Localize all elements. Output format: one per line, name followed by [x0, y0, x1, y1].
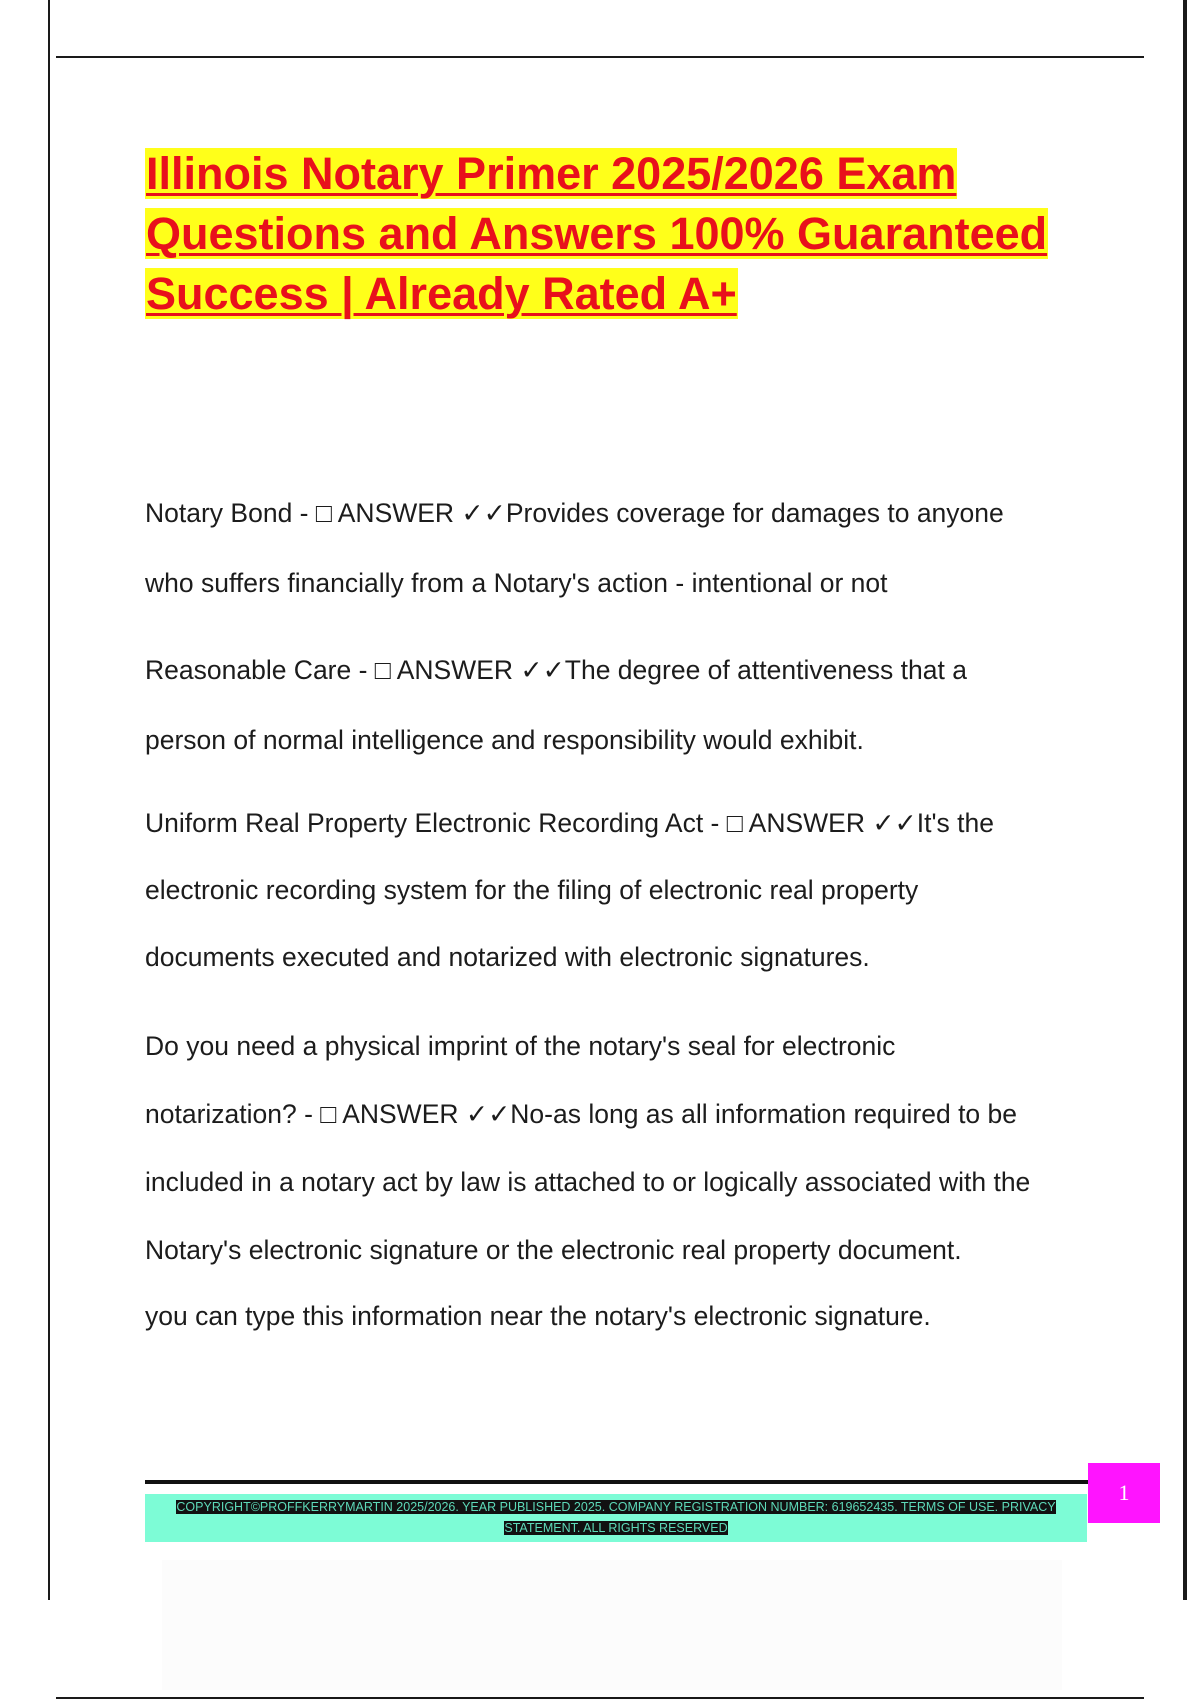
copyright-text: COPYRIGHT©PROFFKERRYMARTIN 2025/2026. YEAR PUBLISHED 2025. COMPANY REGISTRATION NUMBER: 619652435. TERMS OF USE. PRIVACY STATEMENT. ALL RIGHTS RESERVED: [176, 1500, 1056, 1535]
title-text: Illinois Notary Primer 2025/2026 Exam Questions and Answers 100% Guaranteed Success | Already Rated A+: [146, 148, 1048, 319]
page-number: 1: [1118, 1480, 1130, 1505]
qa-item: Reasonable Care - □ ANSWER ✓✓The degree of attentiveness that a person of normal intelligence and responsibility would exhibit.: [145, 655, 967, 755]
page-border-right: [1183, 0, 1187, 1600]
page-border-left: [48, 0, 50, 1600]
page-number-badge: [1088, 1463, 1160, 1523]
document-title: [145, 144, 1105, 324]
footer-blank-area: [162, 1560, 1062, 1690]
copyright-notice: [145, 1494, 1087, 1542]
qa-item: Uniform Real Property Electronic Recording Act - □ ANSWER ✓✓It's the electronic recording system for the filing of electronic real property documents executed and notarized with electronic signatures.: [145, 808, 994, 972]
qa-item: Notary Bond - □ ANSWER ✓✓Provides coverage for damages to anyone who suffers financially from a Notary's action - intentional or not: [145, 498, 1004, 598]
qa-item: you can type this information near the notary's electronic signature.: [145, 1301, 931, 1331]
qa-item: Do you need a physical imprint of the notary's seal for electronic notarization? - □ ANSWER ✓✓No-as long as all information required to be included in a notary act by law is attached to or logically associated with the Notary's electronic signature or the electronic real property document.: [145, 1031, 1031, 1265]
header-rule: [56, 56, 1144, 58]
bottom-rule: [56, 1697, 1144, 1699]
footer-rule: [145, 1480, 1090, 1484]
